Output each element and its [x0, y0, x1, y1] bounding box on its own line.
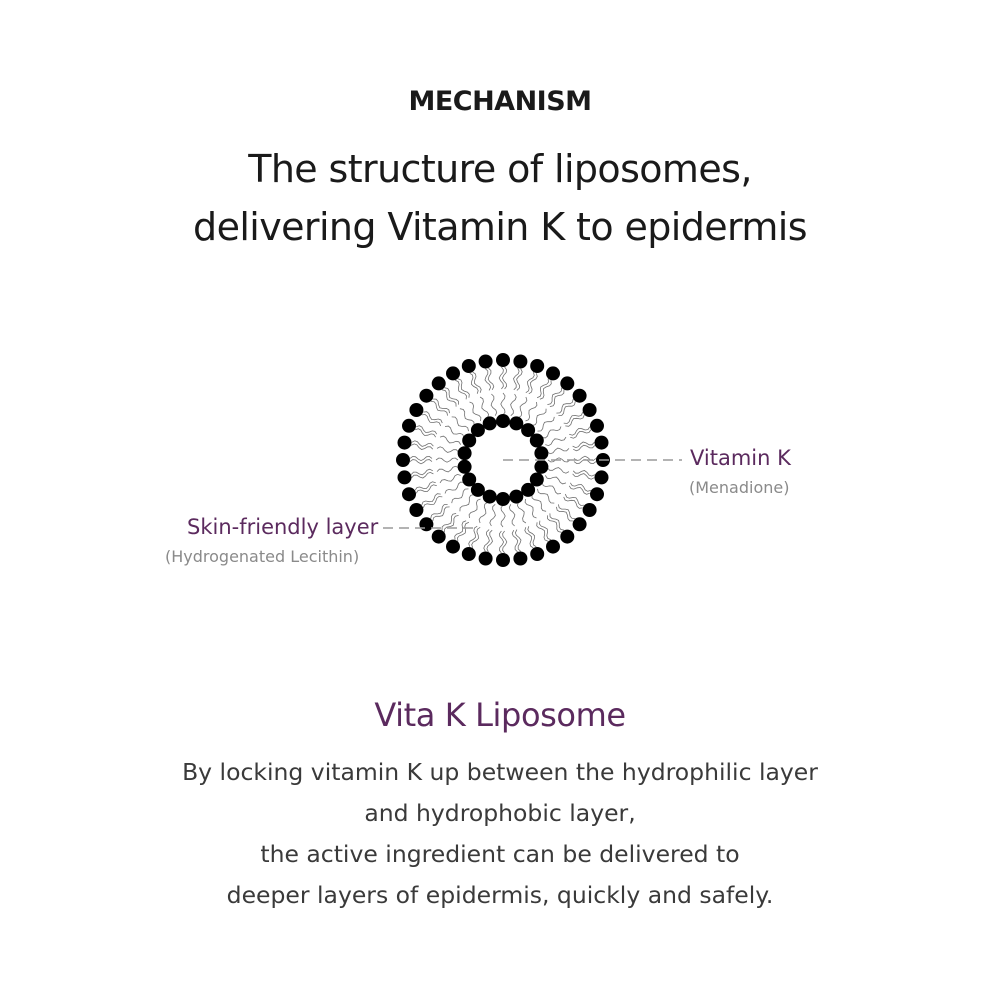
inner-lipid-head — [534, 460, 548, 474]
outer-lipid-head — [496, 353, 510, 367]
outer-lipid-head — [530, 359, 544, 373]
outer-lipid-head — [409, 403, 423, 417]
outer-lipid-head — [590, 487, 604, 501]
inner-lipid-head — [496, 492, 510, 506]
outer-lipid-head — [496, 553, 510, 567]
lipid-tail — [416, 426, 437, 435]
outer-lipid-head — [398, 470, 412, 484]
skin-layer-label: Skin-friendly layer — [187, 515, 379, 539]
lipid-tail — [437, 466, 459, 472]
section-kicker: MECHANISM — [408, 86, 592, 117]
lipid-tail — [470, 373, 479, 394]
inner-lipid-head — [509, 416, 523, 430]
lipid-tail — [472, 527, 481, 548]
inner-lipid-head — [496, 414, 510, 428]
lipid-tail — [569, 427, 590, 436]
lipid-tail — [452, 489, 469, 503]
lipid-tail — [488, 368, 494, 390]
lipid-tail — [473, 372, 482, 393]
lipid-tail — [565, 415, 584, 426]
vitamin-k-label: Vitamin K — [690, 446, 791, 470]
lipid-tail — [509, 504, 515, 526]
lipid-tail — [490, 504, 496, 526]
inner-lipid-head — [462, 473, 476, 487]
title-line-1: The structure of liposomes, — [248, 147, 752, 191]
lipid-tail — [469, 526, 478, 547]
lipid-tail — [470, 402, 481, 421]
lipid-tail — [540, 380, 551, 399]
outer-lipid-head — [462, 547, 476, 561]
inner-lipid-head — [458, 446, 472, 460]
outer-lipid-head — [546, 540, 560, 554]
outer-lipid-head — [402, 419, 416, 433]
outer-lipid-head — [513, 552, 527, 566]
lipid-tail — [565, 494, 584, 505]
lipid-tail — [525, 527, 534, 548]
lipid-tail — [511, 394, 517, 416]
outer-lipid-head — [419, 389, 433, 403]
lipid-tail — [440, 474, 461, 483]
lipid-tail — [512, 530, 518, 552]
lipid-tail — [491, 394, 497, 416]
inner-lipid-head — [509, 490, 523, 504]
product-name: Vita K Liposome — [374, 696, 626, 734]
outer-lipid-head — [583, 403, 597, 417]
lipid-tail — [423, 497, 442, 508]
inner-lipid-head — [483, 490, 497, 504]
outer-lipid-head — [479, 355, 493, 369]
inner-lipid-head — [458, 460, 472, 474]
lipid-tail — [437, 447, 459, 453]
lipid-tail — [484, 530, 490, 552]
lipid-tail — [412, 441, 434, 447]
lipid-tail — [528, 526, 537, 547]
lipid-tail — [564, 497, 583, 508]
lipid-tail — [479, 502, 488, 523]
inner-lipid-head — [471, 423, 485, 437]
lipid-tail — [501, 393, 505, 415]
lipid-tail — [569, 486, 590, 495]
lipid-tail — [422, 415, 441, 426]
lipid-tail — [538, 417, 555, 431]
lipid-tail — [570, 483, 591, 492]
outer-lipid-head — [595, 436, 609, 450]
lipid-tail — [537, 522, 548, 541]
lipid-tail — [545, 475, 566, 484]
lipid-tail — [460, 409, 474, 426]
outer-lipid-head — [446, 366, 460, 380]
outer-lipid-head — [402, 487, 416, 501]
outer-lipid-head — [398, 436, 412, 450]
lipid-tail — [436, 458, 458, 462]
lipid-tail — [573, 445, 595, 451]
lipid-tail — [485, 369, 491, 391]
outer-lipid-head — [590, 419, 604, 433]
inner-lipid-head — [534, 446, 548, 460]
lipid-tail — [518, 397, 527, 418]
inner-lipid-head — [483, 416, 497, 430]
lipid-tail — [545, 437, 566, 446]
lipid-tail — [469, 499, 480, 518]
lipid-tail — [564, 412, 583, 423]
lipid-tail — [458, 522, 469, 541]
outer-lipid-head — [513, 355, 527, 369]
lipid-tail — [537, 379, 548, 398]
outer-lipid-head — [546, 366, 560, 380]
lipid-tail — [532, 495, 546, 512]
lipid-tail — [423, 412, 442, 423]
outer-lipid-head — [573, 517, 587, 531]
lipid-tail — [526, 372, 535, 393]
skin-layer-detail: (Hydrogenated Lecithin) — [165, 547, 360, 566]
outer-lipid-head — [479, 552, 493, 566]
lipid-tail — [540, 521, 551, 540]
lipid-tail — [422, 494, 441, 505]
outer-lipid-head — [530, 547, 544, 561]
lipid-tail — [445, 482, 464, 493]
outer-lipid-head — [573, 389, 587, 403]
lipid-tail — [526, 402, 537, 421]
lipid-tail — [547, 468, 569, 474]
lipid-tail — [412, 472, 434, 478]
outer-lipid-head — [560, 376, 574, 390]
lipid-tail — [416, 485, 437, 494]
lipid-tail — [411, 469, 433, 475]
inner-lipid-head — [530, 434, 544, 448]
lipid-tail — [547, 448, 569, 454]
lipid-tail — [517, 369, 523, 391]
lipid-tail — [570, 430, 591, 439]
outer-lipid-head — [595, 470, 609, 484]
lipid-tail — [458, 379, 469, 398]
outer-lipid-head — [409, 503, 423, 517]
lipid-tail — [542, 483, 561, 494]
lipid-tail — [525, 499, 536, 518]
description-line-1: By locking vitamin K up between the hydrophilic layer — [182, 758, 818, 786]
description-line-4: deeper layers of epidermis, quickly and safely. — [226, 881, 774, 909]
lipid-tail — [529, 373, 538, 394]
outer-lipid-head — [462, 359, 476, 373]
lipid-tail — [501, 505, 505, 527]
outer-lipid-head — [419, 517, 433, 531]
lipid-tail — [445, 426, 464, 437]
lipid-tail — [515, 530, 521, 552]
lipid-tail — [455, 521, 466, 540]
vitamin-k-detail: (Menadione) — [689, 478, 790, 497]
outer-lipid-head — [432, 530, 446, 544]
outer-lipid-head — [560, 530, 574, 544]
outer-lipid-head — [583, 503, 597, 517]
inner-lipid-head — [521, 483, 535, 497]
lipid-tail — [517, 502, 526, 523]
outer-lipid-head — [432, 376, 446, 390]
description-line-3: the active ingredient can be delivered to — [260, 840, 740, 868]
lipid-tail — [415, 429, 436, 438]
outer-lipid-head — [396, 453, 410, 467]
product-description — [0, 752, 1000, 916]
lipid-tail — [480, 397, 489, 418]
outer-lipid-head — [446, 540, 460, 554]
lipid-tail — [440, 436, 461, 445]
lipid-tail — [455, 380, 466, 399]
lipid-tail — [415, 482, 436, 491]
title-line-2: delivering Vitamin K to epidermis — [193, 205, 807, 249]
lipid-tail — [573, 474, 595, 480]
lipid-tail — [542, 427, 561, 438]
description-line-2: and hydrophobic layer, — [364, 799, 636, 827]
lipid-tail — [573, 442, 595, 448]
